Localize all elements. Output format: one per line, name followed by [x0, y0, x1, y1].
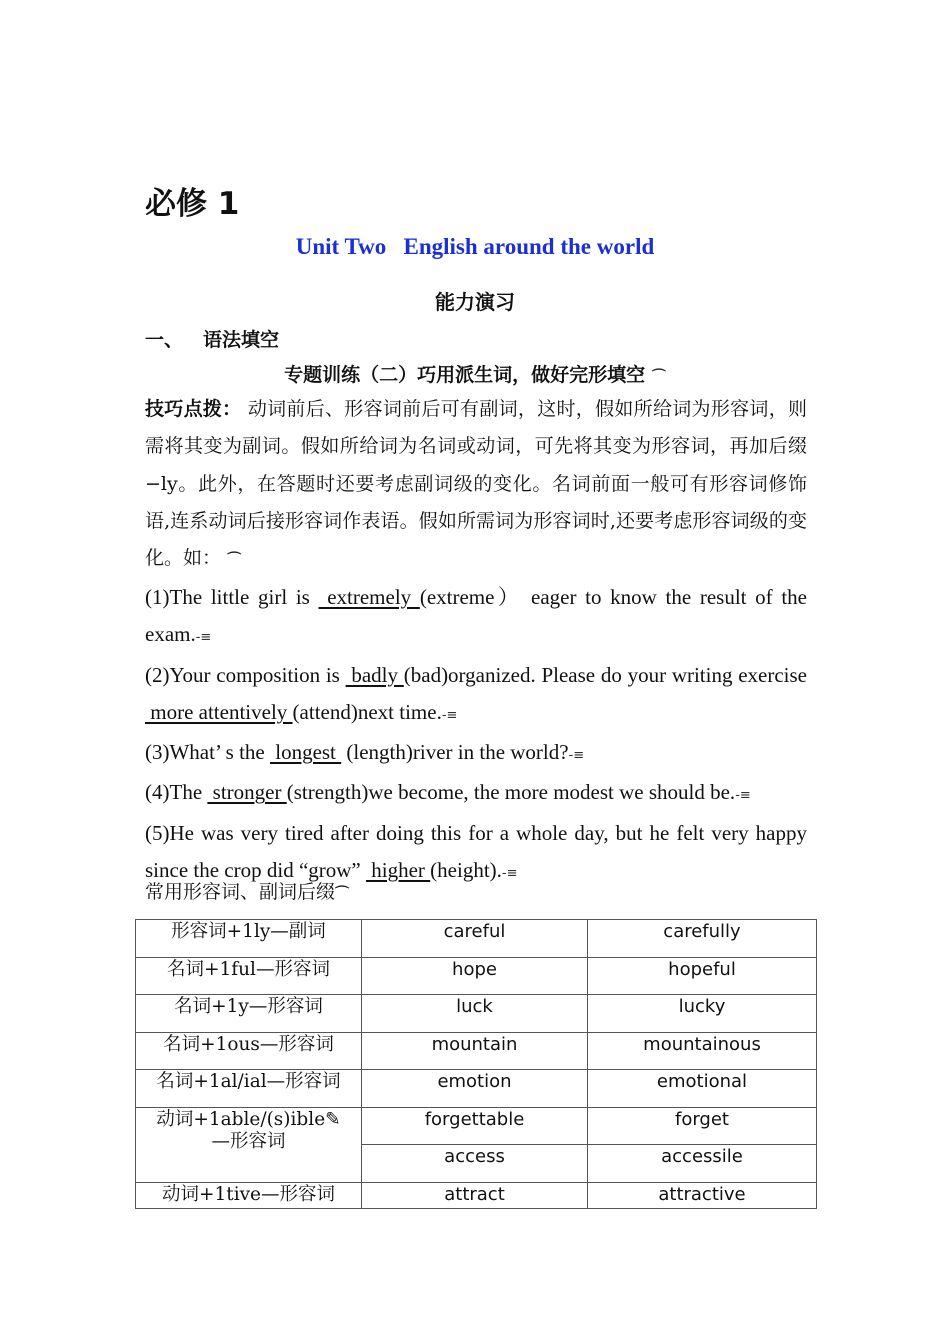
paragraph-mark-icon: -≡ — [735, 788, 751, 804]
table-row — [136, 995, 817, 1033]
suffix-rule-cell: 名词+1ful—形容词 — [136, 957, 362, 995]
derived-word-cell: lucky — [588, 995, 817, 1033]
tip-text: 动词前后、形容词前后可有副词，这时，假如所给词为形容词，则需将其变为副词。假如所给词为名词或动词，可先将其变为形容词，再加后缀−ly。此外，在答题时还要考虑副词级的变化。名词前面一般可有形容词修饰语,连系动词后接形容词作表语。假如所需词为形容词时,还要考虑形容词级的变化。如： — [145, 398, 807, 570]
example-item: (4)The stronger (strength)we become, the more modest we should be.-≡ — [145, 780, 751, 805]
table-row — [136, 1070, 817, 1108]
base-word-cell: access — [362, 1145, 588, 1183]
section-subtitle: 能力演习 — [435, 290, 515, 314]
suffix-rule-cell: 名词+1y—形容词 — [136, 995, 362, 1033]
base-word-cell: luck — [362, 995, 588, 1033]
base-word-cell: hope — [362, 957, 588, 995]
answer-blank: longest — [269, 740, 342, 765]
suffix-rule-cell: 名词+1ous—形容词 — [136, 1032, 362, 1070]
edit-mark-icon: ⌒ — [227, 552, 242, 569]
answer-blank: stronger — [207, 780, 287, 805]
tip-label: 技巧点拨： — [145, 398, 242, 420]
paragraph-mark-icon: -≡ — [195, 630, 212, 646]
table-row — [136, 1032, 817, 1070]
answer-blank: more attentively — [145, 699, 293, 724]
paragraph-mark-icon: -≡ — [568, 748, 585, 764]
table-row — [136, 957, 817, 995]
table-row — [136, 920, 817, 958]
tip-paragraph — [145, 391, 807, 579]
topic-title-text: 专题训练（二）巧用派生词，做好完形填空 — [284, 364, 646, 386]
topic-title — [0, 360, 950, 387]
section-heading — [145, 325, 279, 352]
paragraph-mark-icon: -≡ — [441, 707, 458, 723]
base-word-cell: emotion — [362, 1070, 588, 1108]
section-number: 一、 — [145, 329, 184, 351]
examples-block — [145, 579, 807, 892]
derived-word-cell: hopeful — [588, 957, 817, 995]
derived-word-cell: emotional — [588, 1070, 817, 1108]
derived-word-cell: mountainous — [588, 1032, 817, 1070]
example-item: (2)Your composition is badly (bad)organized. Please do your writing exercise more attentively (attend)next time.-≡ — [145, 662, 807, 724]
example-item: (3)What’ s the longest (length)river in the world?-≡ — [145, 740, 585, 765]
answer-blank: extremely — [318, 585, 420, 609]
suffix-table-title: 常用形容词、副词后缀⌒ — [145, 881, 350, 903]
base-word-cell: attract — [362, 1182, 588, 1208]
derived-word-cell: carefully — [588, 920, 817, 958]
answer-blank: badly — [345, 662, 404, 687]
edit-mark-icon: ⌒ — [335, 886, 350, 902]
example-item: (5)He was very tired after doing this for a whole day, but he felt very happy since the crop did “grow” higher (height).-≡ — [145, 820, 807, 883]
module-heading: 必修 1 — [145, 186, 240, 222]
pen-mark-icon: ✎ — [325, 1108, 341, 1130]
table-row — [136, 1107, 817, 1145]
base-word-cell: careful — [362, 920, 588, 958]
example-item: (1)The little girl is extremely (extreme） eager to know the result of the exam.-≡ — [145, 585, 807, 647]
edit-mark-icon: ⌒ — [651, 369, 666, 385]
suffix-rule-cell: 动词+1able/(s)ible✎ —形容词 — [136, 1107, 362, 1182]
section-title: 语法填空 — [203, 329, 280, 351]
answer-blank: higher — [366, 858, 431, 883]
table-row — [136, 1182, 817, 1208]
derived-word-cell: forget — [588, 1107, 817, 1145]
base-word-cell: mountain — [362, 1032, 588, 1070]
unit-title: Unit Two English around the world — [295, 234, 655, 259]
suffix-table — [135, 919, 817, 1209]
suffix-rule-cell: 动词+1tive—形容词 — [136, 1182, 362, 1208]
suffix-rule-cell: 名词+1al/ial—形容词 — [136, 1070, 362, 1108]
derived-word-cell: accessile — [588, 1145, 817, 1183]
base-word-cell: forgettable — [362, 1107, 588, 1145]
derived-word-cell: attractive — [588, 1182, 817, 1208]
paragraph-mark-icon: -≡ — [501, 866, 518, 882]
suffix-rule-cell: 形容词+1ly—副词 — [136, 920, 362, 958]
